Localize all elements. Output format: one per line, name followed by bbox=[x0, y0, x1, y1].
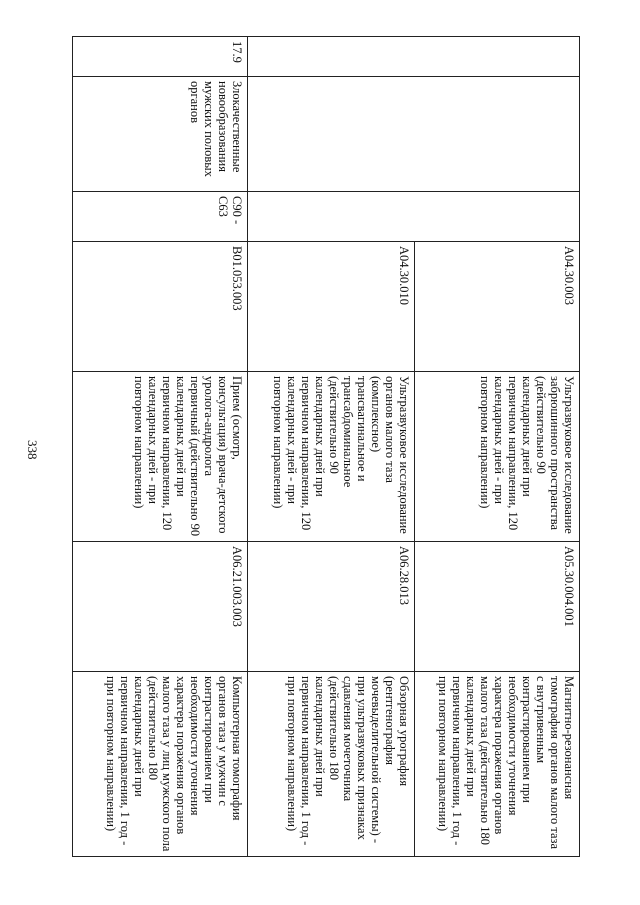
service-name-cell: Компьютерная томография органов таза у мужчин с контрастированием при необходимости уточнения характера поражения органов малого таза у лиц мужского пола (действительно 180 календарных дней при первичном направлении, 1 год - при повторном направлении) bbox=[73, 672, 248, 857]
service-code-cell: A05.30.004.001 bbox=[415, 542, 580, 672]
rotated-table-container bbox=[90, 36, 580, 856]
service-name-cell: Ультразвуковое исследование органов малого таза (комплексное) трансвагинальное и трансабдоминальное (действительно 90 календарных дней при первичном направлении, 120 календарных дней - при повторном направлении) bbox=[248, 372, 415, 542]
table-row bbox=[415, 37, 580, 857]
services-table bbox=[72, 36, 580, 857]
diagnosis-name-cell bbox=[248, 77, 580, 192]
diagnosis-name-cell: Злокачественные новообразования мужских половых органов bbox=[73, 77, 248, 192]
row-number-cell: 17.9 bbox=[73, 37, 248, 77]
page-number: 338 bbox=[25, 440, 40, 460]
service-code-cell: A04.30.003 bbox=[415, 242, 580, 372]
service-name-cell: Прием (осмотр, консультация) врача-детского уролога-андролога первичный (действительно 90 календарных дней при первичном направлении, 120 календарных дней - при повторном направлении) bbox=[73, 372, 248, 542]
service-code-cell: B01.053.003 bbox=[73, 242, 248, 372]
service-name-cell: Магнитно-резонансная томография органов малого таза с внутривенным контрастированием при необходимости уточнения характера поражения органов малого таза (действительно 180 календарных дней при первичном направлении, 1 год - при повторном направлении) bbox=[415, 672, 580, 857]
service-name-cell: Обзорная урография (рентгенография мочевыделительной системы) - при ультразвуковых признаках сдавления мочеточника (действительно 180 календарных дней при первичном направлении, 1 год - при повторном направлении) bbox=[248, 672, 415, 857]
service-name-cell: Ультразвуковое исследование забрюшинного пространства (действительно 90 календарных дней при первичном направлении, 120 календарных дней - при повторном направлении) bbox=[415, 372, 580, 542]
table-row bbox=[73, 37, 248, 857]
service-code-cell: A06.21.003.003 bbox=[73, 542, 248, 672]
mkb-code-cell bbox=[248, 192, 580, 242]
mkb-code-cell: C90 - C63 bbox=[73, 192, 248, 242]
row-number-cell bbox=[248, 37, 580, 77]
service-code-cell: A06.28.013 bbox=[248, 542, 415, 672]
service-code-cell: A04.30.010 bbox=[248, 242, 415, 372]
